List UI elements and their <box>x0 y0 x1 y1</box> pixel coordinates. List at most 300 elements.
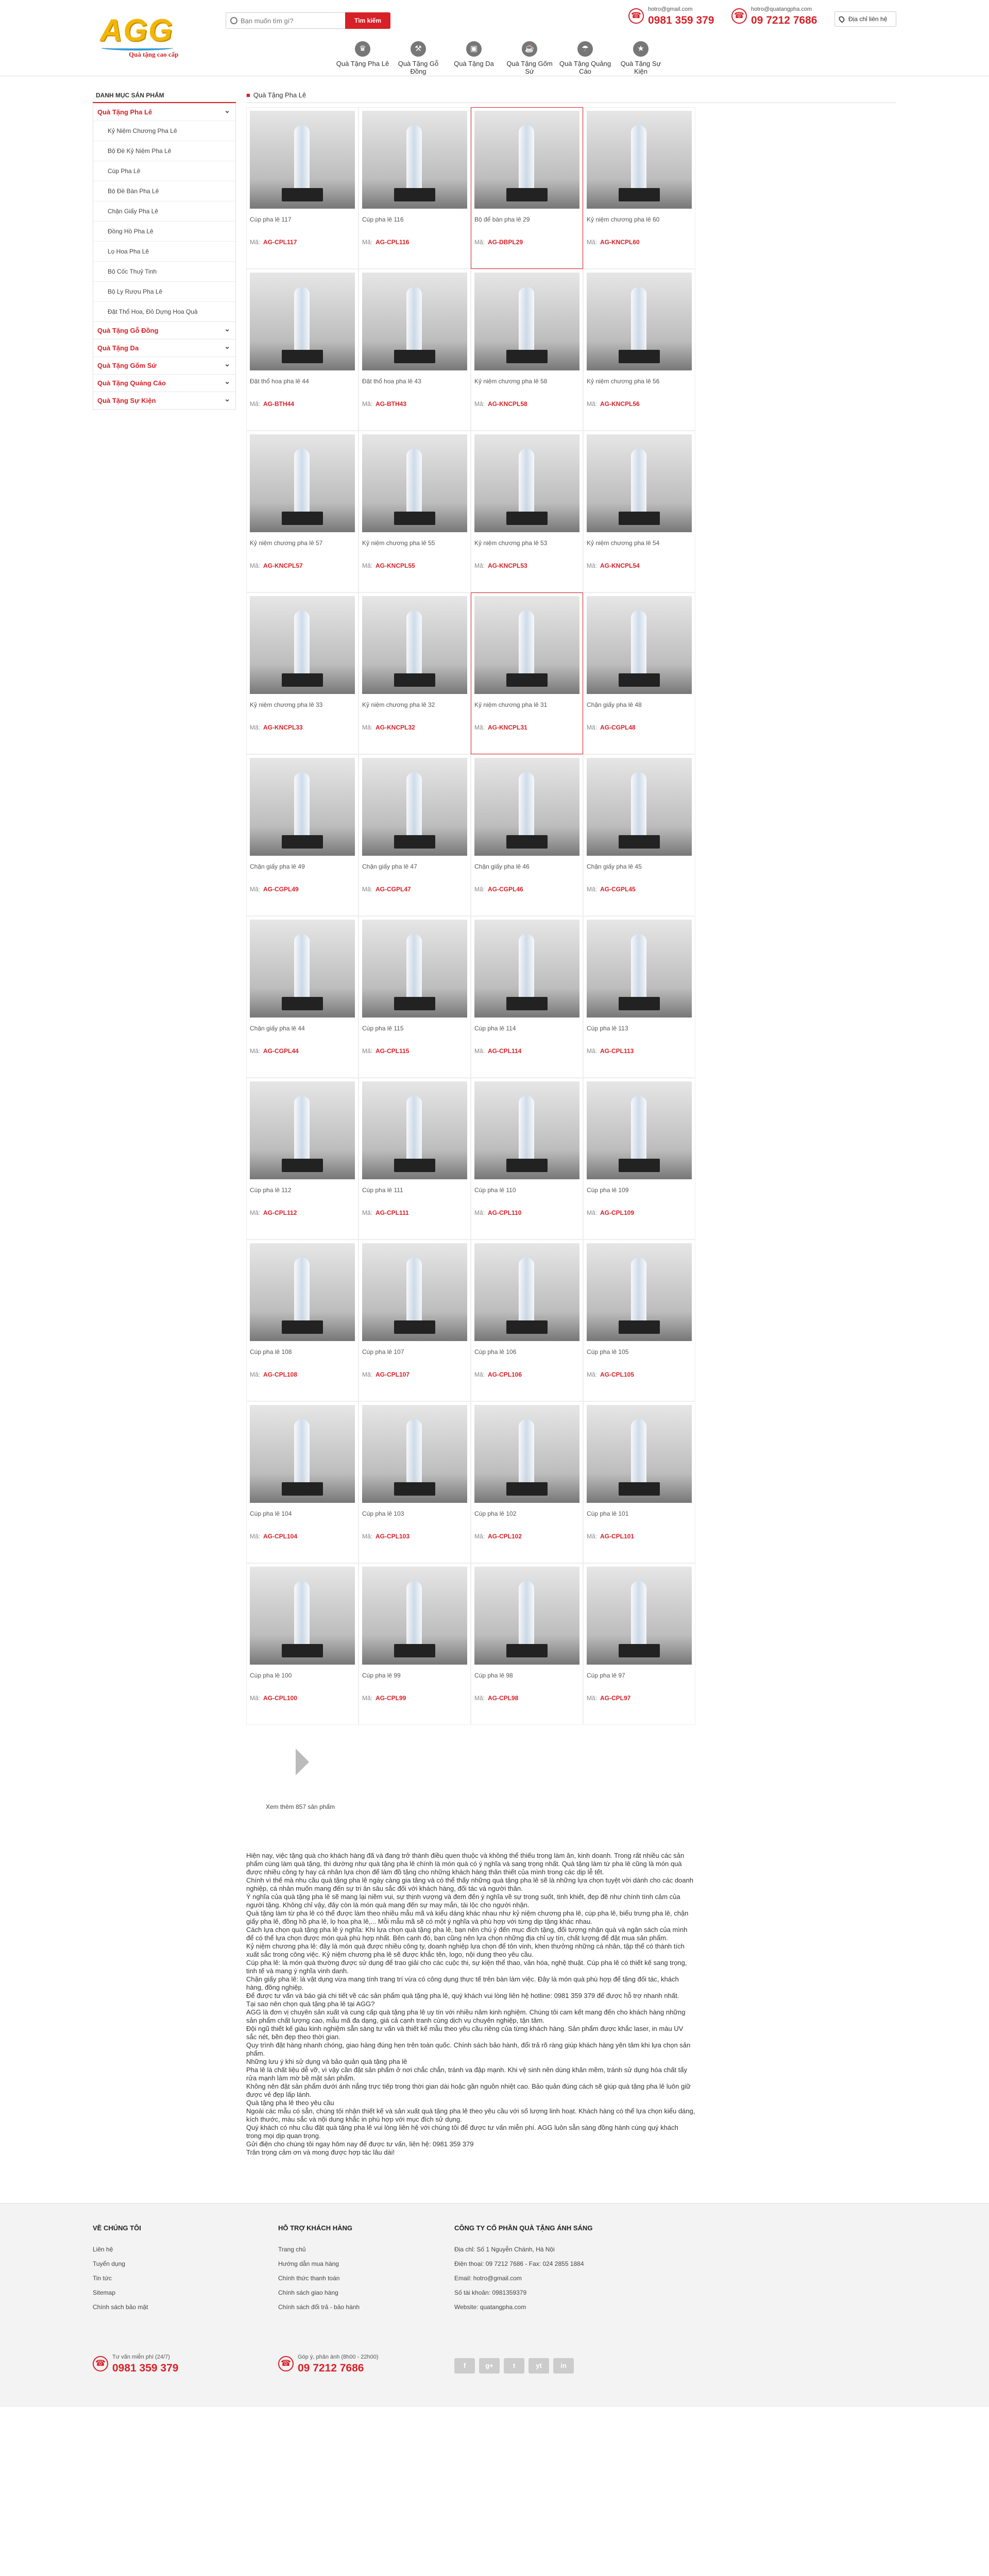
product-image[interactable] <box>474 111 579 209</box>
product-card[interactable] <box>359 431 471 592</box>
product-card[interactable] <box>471 1078 583 1240</box>
product-card[interactable] <box>583 1563 695 1725</box>
article-paragraph: Quy trình đặt hàng nhanh chóng, giao hàng đúng hẹn trên toàn quốc. Chính sách bảo hành, đổi trả rõ ràng giúp khách hàng yên tâm khi lựa chọn sản phẩm. <box>246 2041 691 2057</box>
product-image[interactable] <box>250 1405 355 1503</box>
article-paragraph: AGG là đơn vị chuyên sản xuất và cung cấp quà tặng pha lê uy tín với nhiều năm kinh nghiệm. Chúng tôi cam kết mang đến cho khách hàng những sản phẩm chất lượng cao, mẫu mã đa dạng, giá cả cạnh tranh cùng dịch vụ chuyên nghiệp, tận tâm. <box>246 2008 686 2024</box>
code-prefix: Mã: <box>362 1371 373 1378</box>
article-paragraph: Đội ngũ thiết kế giàu kinh nghiệm sẵn sàng tư vấn và thiết kế mẫu theo yêu cầu riêng của từng khách hàng. Sản phẩm được khắc laser, in màu UV sắc nét, bền đẹp theo thời gian. <box>246 2025 684 2041</box>
product-code <box>362 562 467 569</box>
code-prefix: Mã: <box>587 562 598 569</box>
article-paragraph: Quà tặng pha lê theo yêu cầu <box>246 2099 334 2107</box>
contact-email: hotro@quatangpha.com <box>751 6 812 12</box>
product-code <box>587 886 692 893</box>
code-value: AG-KNCPL32 <box>376 724 415 731</box>
product-image[interactable] <box>362 758 467 856</box>
sidebar-item[interactable]: Chặn Giấy Pha Lê <box>93 201 235 221</box>
sidebar-menu <box>93 103 236 410</box>
product-image[interactable] <box>587 273 692 370</box>
code-value: AG-CPL115 <box>376 1047 410 1055</box>
product-card[interactable] <box>583 754 695 916</box>
product-card[interactable] <box>359 1240 471 1401</box>
code-prefix: Mã: <box>474 1371 485 1378</box>
product-code <box>587 1371 692 1378</box>
nav-gift[interactable] <box>613 41 669 75</box>
product-name[interactable]: Chặn giấy pha lê 49 <box>250 863 305 870</box>
product-name[interactable]: Chặn giấy pha lê 46 <box>474 863 530 870</box>
code-prefix: Mã: <box>587 886 598 893</box>
footer-link[interactable]: Liên hệ <box>93 2246 113 2253</box>
code-prefix: Mã: <box>250 239 261 246</box>
code-prefix: Mã: <box>587 724 598 731</box>
nav-label: Quà Tặng Pha Lê <box>336 60 389 67</box>
product-card[interactable] <box>583 431 695 592</box>
product-name[interactable]: Kỷ niệm chương pha lê 60 <box>587 216 660 223</box>
phone-icon: ☎ <box>278 2356 294 2371</box>
footer-link[interactable]: Hướng dẫn mua hàng <box>278 2260 339 2267</box>
code-prefix: Mã: <box>362 1533 373 1540</box>
product-card[interactable] <box>359 1563 471 1725</box>
product-card[interactable] <box>471 1401 583 1563</box>
code-prefix: Mã: <box>250 1047 261 1055</box>
nav-leather[interactable] <box>446 41 502 72</box>
product-image[interactable] <box>587 596 692 694</box>
product-card[interactable] <box>471 269 583 431</box>
product-name[interactable]: Kỷ niệm chương pha lê 55 <box>362 539 435 547</box>
code-value: AG-CPL102 <box>488 1533 522 1540</box>
nav-ceramic[interactable] <box>502 41 557 75</box>
hotline-number: 09 7212 7686 <box>298 2362 364 2374</box>
code-value: AG-CGPL46 <box>488 886 523 893</box>
sidebar-item[interactable]: Bộ Đề Bàn Pha Lê <box>93 181 235 201</box>
product-image[interactable] <box>362 1405 467 1503</box>
code-prefix: Mã: <box>250 1694 261 1702</box>
product-name[interactable]: Cúp pha lê 100 <box>250 1672 292 1679</box>
product-code <box>362 886 467 893</box>
product-code <box>587 1694 692 1702</box>
code-prefix: Mã: <box>362 400 373 408</box>
sidebar-item[interactable]: Bộ Ly Rượu Pha Lê <box>93 281 235 301</box>
product-card[interactable] <box>471 916 583 1078</box>
site-footer <box>0 2203 989 2407</box>
code-prefix: Mã: <box>474 562 485 569</box>
code-prefix: Mã: <box>587 1371 598 1378</box>
product-image[interactable] <box>362 273 467 370</box>
product-code <box>362 1371 467 1378</box>
footer-link[interactable]: Chính thức thanh toán <box>278 2275 340 2282</box>
footer-col-title: CÔNG TY CỔ PHẦN QUÀ TẶNG ÁNH SÁNG <box>454 2224 593 2232</box>
product-image[interactable] <box>587 920 692 1018</box>
wood-icon: ⚒ <box>411 41 426 57</box>
product-name[interactable]: Cúp pha lê 108 <box>250 1348 292 1355</box>
umbrella-icon: ☂ <box>577 41 593 57</box>
ceramic-icon: ☕ <box>522 41 537 57</box>
contact-phone: 0981 359 379 <box>648 14 714 26</box>
product-card[interactable] <box>583 1078 695 1240</box>
product-name[interactable]: Cúp pha lê 107 <box>362 1348 404 1355</box>
product-card[interactable] <box>246 754 359 916</box>
product-name[interactable]: Cúp pha lê 102 <box>474 1510 517 1517</box>
product-name[interactable]: Cúp pha lê 114 <box>474 1025 516 1032</box>
product-code <box>362 724 467 731</box>
footer-link[interactable]: Sitemap <box>93 2289 116 2296</box>
product-card[interactable] <box>583 916 695 1078</box>
product-name[interactable]: Kỷ niệm chương pha lê 32 <box>362 701 435 708</box>
product-image[interactable] <box>587 434 692 532</box>
product-code <box>587 400 692 408</box>
product-name[interactable]: Kỷ niệm chương pha lê 33 <box>250 701 323 708</box>
product-name[interactable]: Đặt thổ hoa pha lê 43 <box>362 378 421 385</box>
sidebar-group[interactable]: Quà Tặng Gỗ Đồng ⌄ <box>93 321 235 339</box>
product-name[interactable]: Kỷ niệm chương pha lê 58 <box>474 378 548 385</box>
product-image[interactable] <box>474 1567 579 1665</box>
product-name[interactable]: Cúp pha lê 111 <box>362 1187 403 1194</box>
code-prefix: Mã: <box>250 400 261 408</box>
product-image[interactable] <box>362 1081 467 1179</box>
product-image[interactable] <box>250 920 355 1018</box>
product-name[interactable]: Cúp pha lê 97 <box>587 1672 625 1679</box>
product-card[interactable] <box>359 107 471 269</box>
code-prefix: Mã: <box>362 724 373 731</box>
product-image[interactable] <box>474 920 579 1018</box>
footer-link[interactable]: Chính sách giao hàng <box>278 2289 338 2296</box>
load-more-button[interactable] <box>246 1733 354 1821</box>
code-prefix: Mã: <box>474 1533 485 1540</box>
product-card[interactable] <box>471 1240 583 1401</box>
sidebar-item[interactable]: Đồng Hồ Pha Lê <box>93 221 235 241</box>
product-name[interactable]: Cúp pha lê 103 <box>362 1510 404 1517</box>
product-grid <box>246 107 695 1725</box>
code-value: AG-KNCPL58 <box>488 400 527 408</box>
code-value: AG-CPL108 <box>263 1371 298 1378</box>
footer-link[interactable]: Tin tức <box>93 2275 112 2282</box>
sidebar-item[interactable]: Bộ Cốc Thuỷ Tinh <box>93 261 235 281</box>
code-prefix: Mã: <box>362 1694 373 1702</box>
product-image[interactable] <box>474 1081 579 1179</box>
product-image[interactable] <box>362 596 467 694</box>
product-image[interactable] <box>474 434 579 532</box>
sidebar <box>93 88 236 410</box>
code-prefix: Mã: <box>362 1209 373 1216</box>
product-name[interactable]: Chặn giấy pha lê 47 <box>362 863 417 870</box>
product-card[interactable] <box>246 1240 359 1401</box>
social-icon[interactable]: f <box>454 2358 475 2374</box>
code-value: AG-CPL106 <box>488 1371 522 1378</box>
product-card[interactable] <box>583 1401 695 1563</box>
code-prefix: Mã: <box>587 400 598 408</box>
code-prefix: Mã: <box>587 239 598 246</box>
product-name[interactable]: Cúp pha lê 99 <box>362 1672 401 1679</box>
product-image[interactable] <box>362 1567 467 1665</box>
store-address-button[interactable] <box>834 11 896 27</box>
article-paragraph: Quý khách có nhu cầu đặt quà tặng pha lê vui lòng liên hệ với chúng tôi để được tư vấn miễn phí. AGG luôn sẵn sàng đồng hành cùng quý khách trong mọi dịp quan trọng. <box>246 2124 678 2140</box>
product-code <box>250 562 355 569</box>
code-value: AG-BTH43 <box>376 400 407 408</box>
product-code <box>474 1371 579 1378</box>
code-value: AG-KNCPL33 <box>263 724 303 731</box>
product-image[interactable] <box>250 1243 355 1341</box>
code-value: AG-CPL107 <box>376 1371 410 1378</box>
social-icon[interactable]: yt <box>528 2358 549 2374</box>
product-image[interactable] <box>250 111 355 209</box>
product-name[interactable]: Cúp pha lê 113 <box>587 1025 628 1032</box>
footer-link[interactable]: Tuyển dụng <box>93 2260 125 2267</box>
category-nav <box>335 41 669 75</box>
product-code <box>250 724 355 731</box>
search-button[interactable]: Tìm kiếm <box>345 12 390 29</box>
product-card[interactable] <box>246 431 359 592</box>
article-paragraph: Gửi điện cho chúng tôi ngay hôm nay để được tư vấn, liên hệ: 0981 359 379 <box>246 2140 474 2148</box>
product-image[interactable] <box>362 920 467 1018</box>
article-paragraph: Tại sao nên chọn quà tặng pha lê tại AGG? <box>246 2000 375 2008</box>
product-image[interactable] <box>250 596 355 694</box>
product-image[interactable] <box>362 1243 467 1341</box>
footer-link[interactable]: Trang chủ <box>278 2246 306 2253</box>
product-image[interactable] <box>250 1567 355 1665</box>
product-code <box>362 1209 467 1216</box>
product-name[interactable]: Cúp pha lê 116 <box>362 216 404 223</box>
leather-icon: ▣ <box>466 41 482 57</box>
phone-icon: ☎ <box>731 8 747 24</box>
code-prefix: Mã: <box>250 1533 261 1540</box>
product-card[interactable] <box>471 592 583 754</box>
product-card[interactable] <box>359 1401 471 1563</box>
product-image[interactable] <box>474 273 579 370</box>
code-value: AG-CGPL49 <box>263 886 299 893</box>
product-name[interactable]: Cúp pha lê 115 <box>362 1025 404 1032</box>
code-prefix: Mã: <box>250 1371 261 1378</box>
product-name[interactable]: Đặt thổ hoa pha lê 44 <box>250 378 309 385</box>
map-pin-icon <box>838 15 846 23</box>
nav-trophy[interactable] <box>335 41 390 72</box>
product-card[interactable] <box>471 1563 583 1725</box>
sidebar-group[interactable]: Quà Tặng Pha Lê ⌄ <box>93 103 235 121</box>
product-image[interactable] <box>474 596 579 694</box>
chevron-right-icon <box>296 1749 309 1775</box>
article-paragraph: Cách lựa chọn quà tặng pha lê ý nghĩa: Khi lựa chọn quà tặng pha lê, bạn nên chú ý đến mục đích tặng, đối tượng nhận quà và ngân sách của mình để có thể lựa chọn được món quà phù hợp nhất. Bên cạnh đó, bạn cũng nên lựa chọn những địa chỉ uy tín, chất lượng để đặt mua sản phẩm. <box>246 1926 688 1942</box>
product-name[interactable]: Cúp pha lê 110 <box>474 1187 516 1194</box>
social-icon[interactable]: g+ <box>479 2358 500 2374</box>
product-card[interactable] <box>583 269 695 431</box>
search-icon <box>230 17 237 24</box>
code-value: AG-CPL112 <box>263 1209 297 1216</box>
product-code <box>474 1047 579 1055</box>
product-image[interactable] <box>587 758 692 856</box>
product-image[interactable] <box>250 758 355 856</box>
product-card[interactable] <box>471 431 583 592</box>
sidebar-group[interactable]: Quà Tặng Gốm Sứ ⌄ <box>93 357 235 374</box>
product-image[interactable] <box>362 434 467 532</box>
article-paragraph: Kỷ niệm chương pha lê: đây là món quà được nhiều công ty, doanh nghiệp lựa chọn để tôn vinh, khen thưởng những cá nhân, tập thể có thành tích xuất sắc trong công việc. Kỷ niệm chương pha lê sẽ được khắc tên, logo, nội dung theo yêu cầu. <box>246 1942 685 1958</box>
code-prefix: Mã: <box>362 239 373 246</box>
footer-link[interactable]: Chính sách bảo mật <box>93 2303 148 2311</box>
code-value: AG-CGPL48 <box>600 724 636 731</box>
product-card[interactable] <box>246 1401 359 1563</box>
sidebar-item[interactable]: Lọ Hoa Pha Lê <box>93 241 235 261</box>
product-image[interactable] <box>250 434 355 532</box>
footer-support <box>278 2224 360 2314</box>
article-paragraph: Quà tặng làm từ pha lê có thể được làm theo nhiều mẫu mã và kiểu dáng khác nhau như kỷ niệm chương pha lê, cúp pha lê, biểu trưng pha lê, chặn giấy pha lê, đồng hồ pha lê, lọ hoa pha lê,... Mỗi mẫu mã sẽ có một ý nghĩa và phù hợp với từng dịp tặng khác nhau. <box>246 1909 689 1925</box>
product-name[interactable]: Cúp pha lê 104 <box>250 1510 292 1517</box>
footer-link[interactable]: Chính sách đổi trả - bảo hành <box>278 2303 360 2311</box>
hotline-label: Tư vấn miễn phí (24/7) <box>112 2354 170 2360</box>
code-value: AG-CPL110 <box>488 1209 522 1216</box>
product-name[interactable]: Cúp pha lê 106 <box>474 1348 517 1355</box>
sidebar-group[interactable]: Quà Tặng Sự Kiện ⌄ <box>93 392 235 409</box>
product-name[interactable]: Chặn giấy pha lê 44 <box>250 1025 305 1032</box>
footer-company-line: Website: quatangpha.com <box>454 2303 526 2311</box>
product-image[interactable] <box>587 1243 692 1341</box>
social-icon[interactable]: in <box>553 2358 574 2374</box>
product-code <box>587 1533 692 1540</box>
product-code <box>587 239 692 246</box>
product-section <box>246 88 896 2157</box>
product-card[interactable] <box>471 754 583 916</box>
code-prefix: Mã: <box>474 724 485 731</box>
breadcrumb[interactable]: ■ Quà Tặng Pha Lê <box>246 88 896 103</box>
logo-text: AGG <box>100 13 174 47</box>
article-paragraph: Cúp pha lê: là món quà thường được sử dụng để trao giải cho các cuộc thi, sự kiện thể thao, văn hóa, nghệ thuật. Cúp pha lê có thiết kế sang trọng, tinh tế và mang ý nghĩa vinh danh. <box>246 1959 687 1975</box>
product-card[interactable] <box>359 592 471 754</box>
product-card[interactable] <box>583 592 695 754</box>
footer-company-line: Số tài khoản: 0981359379 <box>454 2289 527 2296</box>
sidebar-item[interactable]: Bộ Đề Kỷ Niệm Pha Lê <box>93 141 235 161</box>
code-value: AG-CPL99 <box>376 1694 406 1702</box>
nav-label: Quà Tặng Gỗ Đồng <box>398 60 439 75</box>
code-prefix: Mã: <box>362 562 373 569</box>
product-card[interactable] <box>246 1078 359 1240</box>
product-code <box>474 886 579 893</box>
product-code <box>474 562 579 569</box>
product-code <box>250 400 355 408</box>
social-icon[interactable]: t <box>504 2358 524 2374</box>
main-content <box>93 76 896 2157</box>
product-image[interactable] <box>474 758 579 856</box>
product-name[interactable]: Cúp pha lê 101 <box>587 1510 629 1517</box>
product-card[interactable] <box>246 1563 359 1725</box>
product-card[interactable] <box>246 107 359 269</box>
product-name[interactable]: Cúp pha lê 117 <box>250 216 292 223</box>
sidebar-item[interactable]: Đặt Thổ Hoa, Đỏ Dựng Hoa Quả <box>93 301 235 321</box>
nav-wood[interactable] <box>390 41 446 75</box>
product-name[interactable]: Bộ để bàn pha lê 29 <box>474 216 530 223</box>
article-paragraph: Chính vì thế mà nhu cầu quà tặng pha lê ngày càng gia tăng và có thể thấy những quà tặng pha lê sẽ là những lựa chọn tuyệt vời dành cho các doanh nghiệp, cá nhân muốn mang đến sự tri ân sâu sắc đối với khách hàng, đối tác và người thân. <box>246 1876 693 1892</box>
product-card[interactable] <box>246 592 359 754</box>
code-prefix: Mã: <box>362 886 373 893</box>
product-image[interactable] <box>474 1243 579 1341</box>
product-card[interactable] <box>359 1078 471 1240</box>
code-value: AG-CPL111 <box>376 1209 409 1216</box>
footer-company-line: Điện thoại: 09 7212 7686 - Fax: 024 2855 1884 <box>454 2260 584 2267</box>
product-code <box>474 1209 579 1216</box>
site-header <box>0 0 989 76</box>
product-image[interactable] <box>587 111 692 209</box>
code-value: AG-CPL105 <box>600 1371 635 1378</box>
code-value: AG-CGPL44 <box>263 1047 299 1055</box>
product-name[interactable]: Chặn giấy pha lê 45 <box>587 863 642 870</box>
store-label: Địa chỉ liên hệ <box>848 15 888 23</box>
product-name[interactable]: Kỷ niệm chương pha lê 56 <box>587 378 660 385</box>
product-name[interactable]: Cúp pha lê 105 <box>587 1348 629 1355</box>
product-card[interactable] <box>583 1240 695 1401</box>
product-card[interactable] <box>359 269 471 431</box>
code-value: AG-KNCPL53 <box>488 562 527 569</box>
sidebar-item[interactable]: Cúp Pha Lê <box>93 161 235 181</box>
product-card[interactable] <box>583 107 695 269</box>
contact-phone: 09 7212 7686 <box>751 14 817 26</box>
product-card[interactable] <box>359 916 471 1078</box>
product-name[interactable]: Kỷ niệm chương pha lê 31 <box>474 701 548 708</box>
code-value: AG-KNCPL57 <box>263 562 303 569</box>
product-code <box>474 724 579 731</box>
code-prefix: Mã: <box>250 562 261 569</box>
product-image[interactable] <box>587 1405 692 1503</box>
code-value: AG-CPL116 <box>376 239 410 246</box>
product-name[interactable]: Cúp pha lê 109 <box>587 1187 629 1194</box>
sidebar-item[interactable]: Kỷ Niệm Chương Pha Lê <box>93 121 235 141</box>
social-links <box>454 2358 578 2374</box>
product-code <box>362 239 467 246</box>
product-image[interactable] <box>587 1081 692 1179</box>
product-card[interactable] <box>246 916 359 1078</box>
sidebar-group[interactable]: Quà Tặng Da ⌄ <box>93 339 235 357</box>
footer-company <box>454 2224 592 2314</box>
phone-icon: ☎ <box>628 8 644 24</box>
product-code <box>587 1047 692 1055</box>
product-code <box>250 1047 355 1055</box>
product-code <box>362 1047 467 1055</box>
product-image[interactable] <box>362 111 467 209</box>
footer-col-title: VỀ CHÚNG TÔI <box>93 2224 141 2232</box>
hotline-label: Góp ý, phản ánh (8h00 - 22h00) <box>298 2354 379 2360</box>
product-code <box>362 400 467 408</box>
product-name[interactable]: Kỷ niệm chương pha lê 54 <box>587 539 660 547</box>
product-image[interactable] <box>587 1567 692 1665</box>
article-paragraph: Trân trọng cảm ơn và mong được hợp tác lâu dài! <box>246 2148 395 2156</box>
footer-company-line: Địa chỉ: Số 1 Nguyễn Chánh, Hà Nội <box>454 2246 555 2253</box>
nav-label: Quà Tặng Da <box>454 60 494 67</box>
product-name[interactable]: Cúp pha lê 112 <box>250 1187 292 1194</box>
nav-umbrella[interactable] <box>557 41 613 75</box>
product-image[interactable] <box>250 273 355 370</box>
product-name[interactable]: Kỷ niệm chương pha lê 53 <box>474 539 548 547</box>
product-code <box>474 400 579 408</box>
logo-swoosh <box>101 45 173 50</box>
article-paragraph: Hiện nay, việc tặng quà cho khách hàng đã và đang trở thành điều quen thuộc và không thể thiếu trong làm ăn, kinh doanh. Trong rất nhiều các sản phẩm cùng làm quà tặng, thì dường như quà tặng pha lê chính là món quà có ý nghĩa và sang trọng nhất. Quà tặng làm từ pha lê cũng là món quà được nhiều công ty hay cá nhân lựa chọn để làm đồ tặng cho những khách hàng thân thiết của mình trong các dịp lễ tết. <box>246 1852 685 1876</box>
code-prefix: Mã: <box>474 1209 485 1216</box>
product-name[interactable]: Kỷ niệm chương pha lê 57 <box>250 539 323 547</box>
code-prefix: Mã: <box>250 886 261 893</box>
product-code <box>474 239 579 246</box>
code-value: AG-CPL117 <box>263 239 297 246</box>
article-paragraph: Những lưu ý khi sử dụng và bảo quản quà tặng pha lê <box>246 2058 407 2065</box>
code-value: AG-CPL109 <box>600 1209 635 1216</box>
code-value: AG-BTH44 <box>263 400 295 408</box>
site-logo[interactable] <box>93 5 201 66</box>
search-input[interactable] <box>241 13 344 28</box>
product-card[interactable] <box>246 269 359 431</box>
product-code <box>250 1533 355 1540</box>
product-card[interactable] <box>359 754 471 916</box>
code-prefix: Mã: <box>250 724 261 731</box>
product-image[interactable] <box>474 1405 579 1503</box>
article-paragraph: Ý nghĩa của quà tặng pha lê sẽ mang lại niềm vui, sự thịnh vượng và đem đến ý nghĩa về sự trong suốt, tinh khiết, đẹp đẽ như chính tình cảm của người tặng. Không chỉ vậy, đây còn là món quà mang đến sự may mắn, tài lộc cho người nhận. <box>246 1893 680 1909</box>
product-image[interactable] <box>250 1081 355 1179</box>
code-value: AG-CPL114 <box>488 1047 522 1055</box>
sidebar-group[interactable]: Quà Tặng Quảng Cáo ⌄ <box>93 374 235 392</box>
product-name[interactable]: Chặn giấy pha lê 48 <box>587 701 642 708</box>
product-card[interactable] <box>471 107 583 269</box>
product-name[interactable]: Cúp pha lê 98 <box>474 1672 513 1679</box>
